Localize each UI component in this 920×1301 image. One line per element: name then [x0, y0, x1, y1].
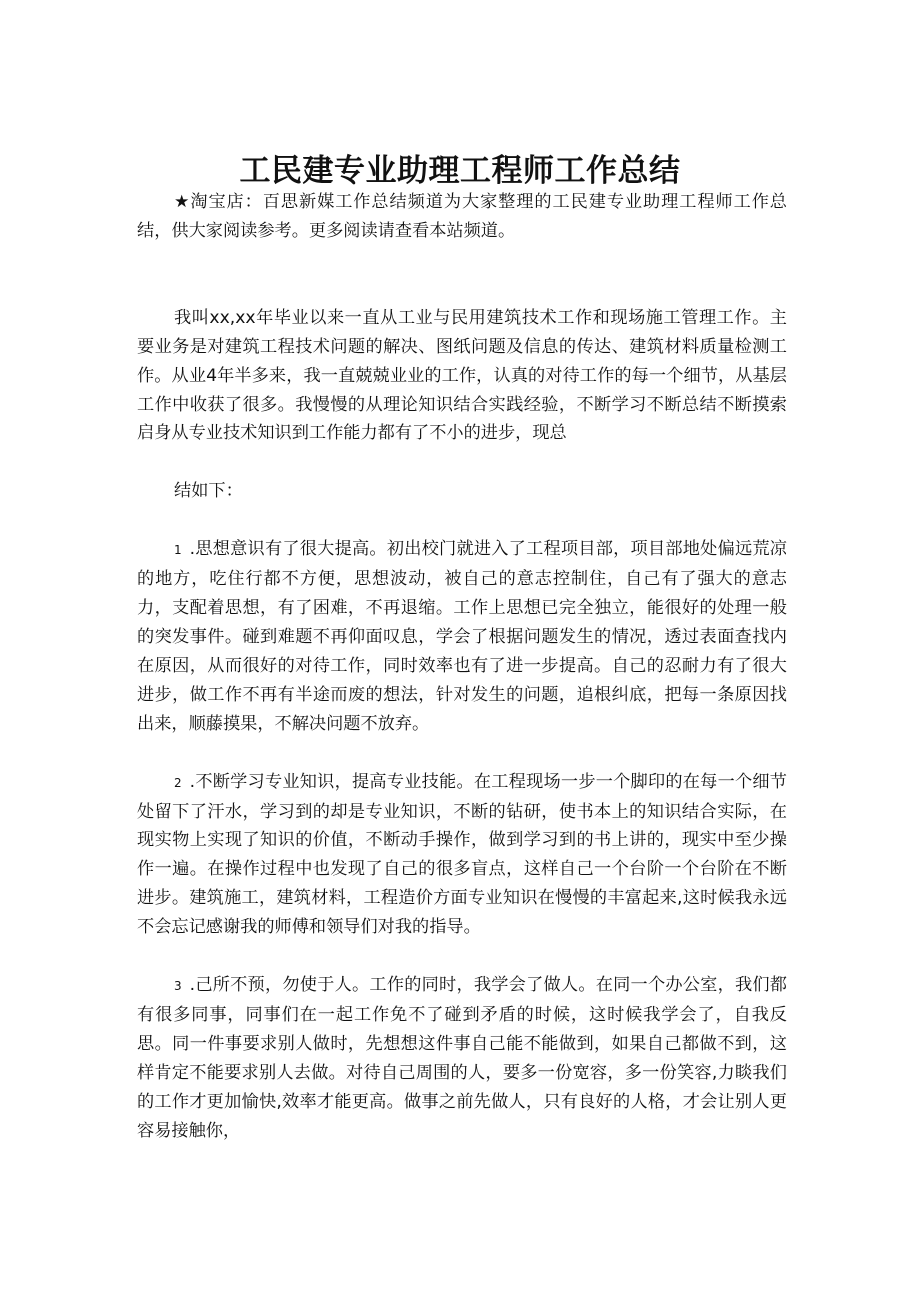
- list-item-1: [137, 535, 787, 738]
- paragraph-background: 我叫xx,xx年毕业以来一直从工业与民用建筑技术工作和现场施工管理工作。主要业务是对建筑工程技术问题的解决、图纸问题及信息的传达、建筑材料质量检测工作。从业4年半多来，我一直兢兢业业的工作，认真的对待工作的每一个细节，从基层工作中收获了很多。我慢慢的从理论知识结合实践经验，不断学习不断总结不断摸索启身从专业技术知识到工作能力都有了不小的进步，现总: [137, 307, 787, 444]
- intro-paragraph: ★淘宝店：百思新媒工作总结频道为大家整理的工民建专业助理工程师工作总结，供大家阅读参考。更多阅读请查看本站频道。: [137, 192, 787, 241]
- item-text: .己所不预，勿使于人。工作的同时，我学会了做人。在同一个办公室，我们都有很多同事，同事们在一起工作免不了碰到矛盾的时候，这时候我学会了，自我反思。同一件事要求别人做时，先想想这件事自己能不能做到，如果自己都做不到，这样肯定不能要求别人去做。对待自己周围的人，要多一份宽容，多一份笑容,力睒我们的工作才更加愉快,效率才能更高。做事之前先做人，只有良好的人格，才会让别人更容易接触你，: [137, 975, 787, 1141]
- item-number: 1: [174, 543, 182, 558]
- item-text: .不断学习专业知识，提高专业技能。在工程现场一步一个脚印的在每一个细节处留下了汗水，学习到的却是专业知识，不断的钻研，使书本上的知识结合实际，在现实物上实现了知识的价值，不断动手操作，做到学习到的书上讲的，现实中至少操作一遍。在操作过程中也发现了自己的很多盲点，这样自己一个台阶一个台阶在不断进步。建筑施工，建筑材料，工程造价方面专业知识在慢慢的丰富起来,这时候我永远不会忘记感谢我的师傅和领导们对我的指导。: [137, 771, 787, 938]
- item-number: 2: [174, 775, 182, 790]
- paragraph-summary-lead: 结如下：: [174, 481, 243, 502]
- document-body: [137, 188, 787, 1174]
- list-item-3: [137, 971, 787, 1145]
- document-title: 工民建专业助理工程师工作总结: [239, 152, 681, 189]
- item-text: .思想意识有了很大提高。初出校门就进入了工程项目部，项目部地处偏远荒凉的地方，吃住行都不方便，思想波动，被自己的意志控制住，自己有了强大的意志力，支配着思想，有了困难，不再退缩。工作上思想已完全独立，能很好的处理一般的突发事件。碰到难题不再仰面叹息，学会了根据问题发生的情况，透过表面查找内在原因，从而很好的对待工作，同时效率也有了进一步提高。自己的忍耐力有了很大进步，做工作不再有半途而废的想法，针对发生的问题，追根纠底，把每一条原因找出来，顺藤摸果，不解决问题不放弃。: [137, 539, 787, 734]
- item-number: 3: [174, 979, 182, 994]
- list-item-2: [137, 768, 787, 942]
